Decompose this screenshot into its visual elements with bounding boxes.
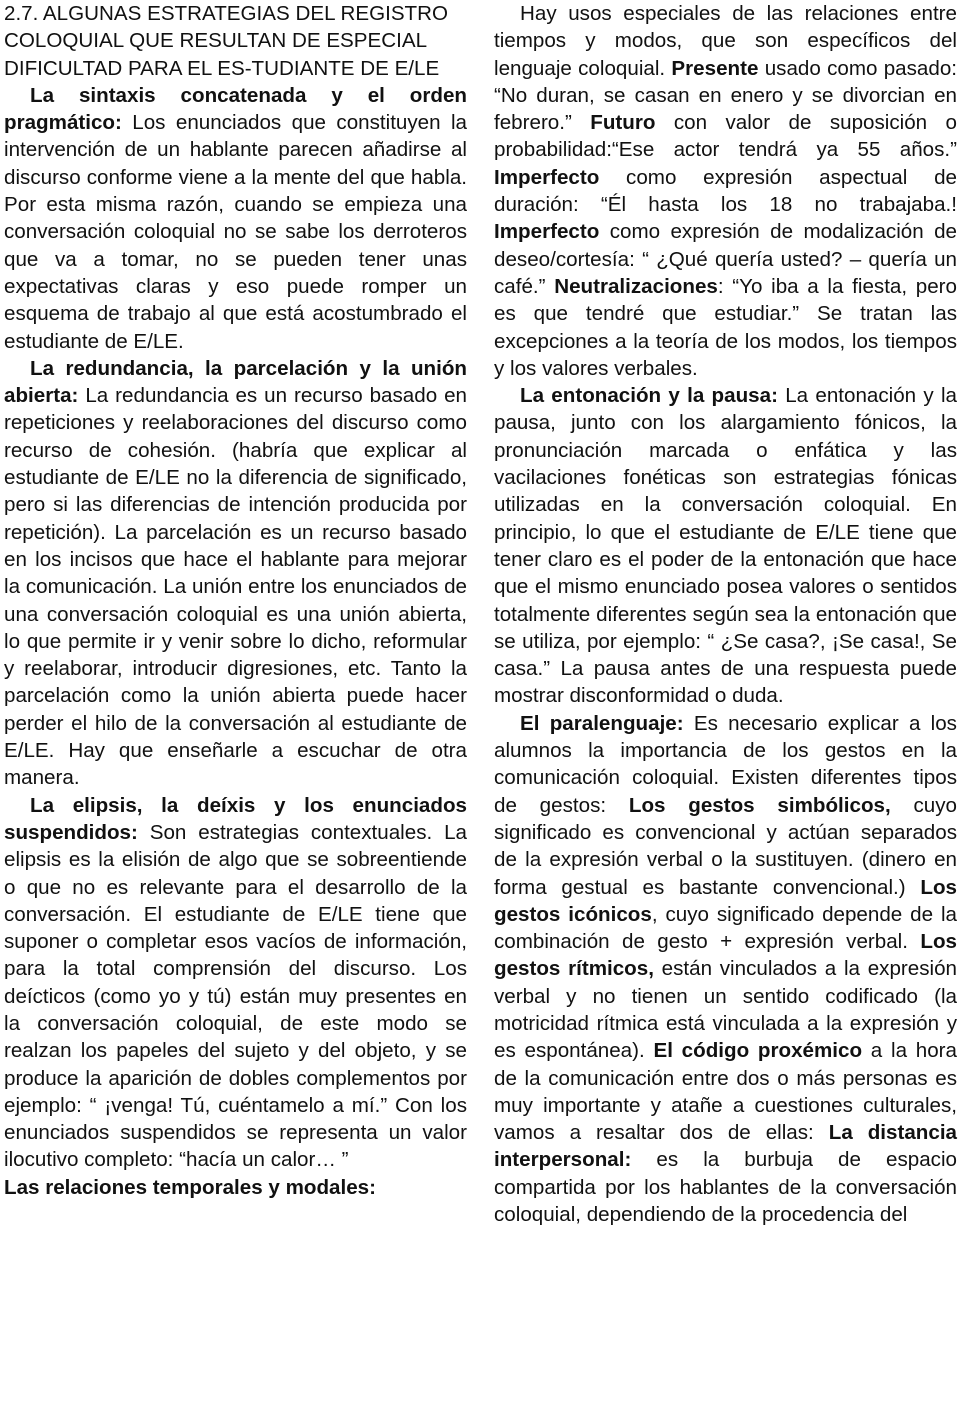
paragraph-text: La entonación y la pausa, junto con los alargamiento fónicos, la pronunciación marcada o enfática y las vacilaciones fonéticas son estrategias fónicas utilizadas en la conversación coloquial. En principio, lo que el estudiante de E/LE tiene que tener claro es el poder de la entonación que hace que el mismo enunciado posea valores o sentidos totalmente diferentes según sea la entonación que se utiliza, por ejemplo: “ ¿Se casa?, ¡Se casa!, Se casa.” La pausa antes de una respuesta puede mostrar disconformidad o duda. [494,384,957,708]
paragraph-heading: La sintaxis concatenada y el orden pragmático: [4,83,467,135]
term: Neutralizaciones [554,274,718,298]
left-column [4,0,467,1201]
term: Imperfecto [494,165,600,189]
section-title: 2.7. ALGUNAS ESTRATEGIAS DEL REGISTRO COLOQUIAL QUE RESULTAN DE ESPECIAL DIFICULTAD PARA EL ES-TUDIANTE DE E/LE [4,2,449,80]
paragraph-intonation [494,382,957,710]
paragraph-redundancy [4,355,467,792]
paragraph-text: es la burbuja de espacio compartida por los hablantes de la conversación coloquial, dependiendo de la procedencia del [494,1148,957,1227]
paragraph-text: como expresión aspectual de duración: “Él hasta los 18 no trabajaba.! [494,165,957,217]
term: Presente [671,56,759,80]
paragraph-heading: La entonación y la pausa: [520,384,778,408]
paragraph-heading: Las relaciones temporales y modales: [4,1175,376,1199]
paragraph-text: Los enunciados que constituyen la intervención de un hablante parecen añadirse al discurso conforme viene a la mente del que habla. Por esta misma razón, cuando se empieza una conversación coloquial no se sabe los derroteros que va a tomar, no se pueden tener unas expectativas claras y eso puede romper un esquema de trabajo al que está acostumbrado el estudiante de E/LE. [4,111,467,353]
paragraph-text: cuyo significado es convencional y actúan separados de la expresión verbal o la sustituyen. (dinero en forma gestual es bastante convencional.) [494,793,957,899]
paragraph-heading: La redundancia, la parcelación y la unión abierta: [4,356,467,408]
term: Los gestos rítmicos, [494,930,957,981]
term: Los gestos simbólicos, [628,793,891,817]
term: Los gestos icónicos [494,875,957,926]
paragraph-text: usado como pasado: “No duran, se casan en enero y se divorcian en febrero.” [494,56,957,135]
paragraph-text: a la hora de la comunicación entre dos o más personas es muy importante y atañe a cuestiones culturales, vamos a resaltar dos de ellas: [494,1039,957,1145]
paragraph-text: Hay usos especiales de las relaciones entre tiempos y modos, que son específicos del lenguaje coloquial. [494,2,957,80]
paragraph-temporal-relations [4,1174,467,1201]
paragraph-ellipsis [4,792,467,1174]
paragraph-paralanguage [494,710,957,1229]
paragraph-text: : “Yo iba a la fiesta, pero es que tendré que estudiar.” Se tratan las excepciones a la teoría de los modos, los tiempos y los valores verbales. [494,274,957,380]
paragraph-text: , cuyo significado depende de la combinación de gesto + expresión verbal. [494,902,957,954]
paragraph-text: La redundancia es un recurso basado en repeticiones y reelaboraciones del discurso como recurso de cohesión. (habría que explicar al estudiante de E/LE no la diferencia de significado, pero si las diferencias de intención producida por repetición). La parcelación es un recurso basado en los incisos que hace el hablante para mejorar la comunicación. La unión entre los enunciados de una conversación coloquial es una unión abierta, lo que permite ir y venir sobre lo dicho, reformular y reelaborar, introducir digresiones, etc. Tanto la parcelación como la unión abierta puede hacer perder el hilo de la conversación al estudiante de E/LE. Hay que enseñarle a escuchar de otra manera. [4,384,467,790]
paragraph-heading: El paralenguaje: [520,711,684,735]
term: Imperfecto [494,220,600,244]
term: La distancia interpersonal: [494,1121,958,1172]
paragraph-text: Son estrategias contextuales. La elipsis es la elisión de algo que se sobreentiende o que no es relevante para el desarrollo de la conversación. El estudiante de E/LE tiene que suponer o completar esos vacíos de información, para la total comprensión del discurso. Los deícticos (como yo y tú) están muy presentes en la conversación coloquial, de este modo se realzan los papeles del sujeto y del objeto, y se produce la aparición de dobles complementos por ejemplo: “ ¡venga! Tú, cuéntamelo a mí.” Con los enunciados suspendidos se representa un valor ilocutivo completo: “hacía un calor… ” [4,820,467,1172]
term: El código proxémico [653,1039,863,1063]
right-column [494,0,957,1228]
paragraph-syntax [4,82,467,355]
paragraph-heading: La elipsis, la deíxis y los enunciados suspendidos: [4,793,467,844]
paragraph-text: con valor de suposición o probabilidad:“Ese actor tendrá ya 55 años.” [494,111,957,162]
paragraph-text: como expresión de modalización de deseo/cortesía: “ ¿Qué quería usted? – quería un café.” [494,220,957,298]
paragraph-text: Es necesario explicar a los alumnos la importancia de los gestos en la comunicación coloquial. Existen diferentes tipos de gestos: [494,711,957,817]
term: Futuro [590,111,656,135]
paragraph-tenses-modes [494,0,957,382]
paragraph-text: están vinculados a la expresión verbal y no tienen un sentido codificado (la motricidad rítmica está vinculada a la expresión y es espontánea). [494,957,957,1063]
